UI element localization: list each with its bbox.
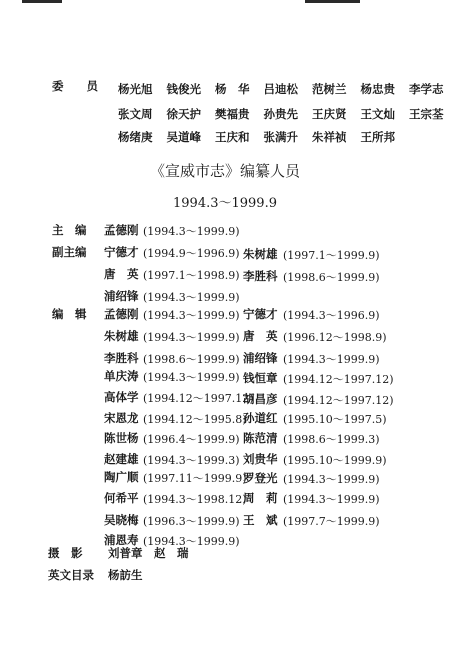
staff-name: 宁德才 — [243, 307, 278, 321]
photography-names: 刘普章 赵 瑞 — [108, 546, 189, 560]
staff-date-range: (1995.10～1999.9) — [283, 454, 387, 467]
staff-date-range: (1996.3～1999.9) — [143, 515, 240, 528]
staff-name: 钱恒章 — [243, 371, 278, 385]
committee-label: 委 员 — [52, 79, 98, 93]
committee-member: 王庆和 — [215, 130, 250, 144]
staff-name: 王 斌 — [243, 513, 278, 527]
photography-label: 摄 影 — [48, 546, 83, 560]
staff-date-range: (1994.12～1997.12) — [143, 392, 254, 405]
period-subtitle: 1994.3～1999.9 — [173, 196, 277, 211]
staff-name: 孟德刚 — [104, 223, 139, 237]
staff-date-range: (1997.1～1999.9) — [283, 249, 380, 262]
committee-member: 杨忠贵 — [360, 82, 395, 96]
staff-name: 单庆涛 — [104, 369, 139, 383]
committee-member: 樊福贵 — [215, 107, 250, 121]
staff-date-range: (1994.3～1999.9) — [283, 353, 380, 366]
staff-date-range: (1996.4～1999.9) — [143, 433, 240, 446]
staff-name: 胡昌彦 — [243, 392, 278, 406]
staff-date-range: (1998.6～1999.9) — [143, 353, 240, 366]
staff-date-range: (1994.3～1999.3) — [143, 454, 240, 467]
committee-member: 王文灿 — [360, 107, 395, 121]
staff-date-range: (1994.12～1995.8) — [143, 413, 247, 426]
staff-name: 陈范清 — [243, 431, 278, 445]
role-label: 副主编 — [52, 245, 87, 259]
committee-member: 李学志 — [409, 82, 444, 96]
staff-name: 孙道红 — [243, 411, 278, 425]
staff-name: 陈世杨 — [104, 431, 139, 445]
committee-member: 杨绪庚 — [118, 130, 153, 144]
staff-date-range: (1997.1～1998.9) — [143, 269, 240, 282]
staff-date-range: (1996.12～1998.9) — [283, 331, 387, 344]
staff-name: 宋恩龙 — [104, 411, 139, 425]
staff-name: 朱树雄 — [243, 247, 278, 261]
committee-member: 朱祥祯 — [312, 130, 347, 144]
committee-member: 杨 华 — [215, 82, 250, 96]
staff-name: 唐 英 — [104, 267, 139, 281]
staff-name: 刘贵华 — [243, 452, 278, 466]
committee-member: 王宗荃 — [409, 107, 444, 121]
staff-date-range: (1994.9～1996.9) — [143, 247, 240, 260]
staff-name: 孟德刚 — [104, 307, 139, 321]
staff-date-range: (1994.3～1999.9) — [143, 225, 240, 238]
staff-name: 陶广顺 — [104, 470, 139, 484]
scan-edge-mark — [22, 0, 62, 3]
staff-name: 浦绍锋 — [243, 351, 278, 365]
english-toc-label: 英文目录 — [48, 568, 94, 582]
staff-date-range: (1994.3～1999.9) — [283, 473, 380, 486]
scan-edge-mark — [305, 0, 360, 3]
staff-date-range: (1997.11～1999.9) — [143, 472, 247, 485]
staff-name: 浦恩寿 — [104, 533, 139, 547]
staff-date-range: (1994.3～1998.12) — [143, 493, 247, 506]
committee-member: 张文周 — [118, 107, 153, 121]
staff-date-range: (1998.6～1999.3) — [283, 433, 380, 446]
english-toc-names: 杨訪生 — [108, 568, 143, 582]
staff-name: 李胜科 — [243, 269, 278, 283]
staff-name: 朱树雄 — [104, 329, 139, 343]
staff-name: 高体学 — [104, 390, 139, 404]
committee-row-3 — [118, 126, 409, 145]
committee-member: 张满升 — [263, 130, 298, 144]
staff-name: 吴晓梅 — [104, 513, 139, 527]
committee-member: 孙贵先 — [263, 107, 298, 121]
staff-date-range: (1998.6～1999.9) — [283, 271, 380, 284]
role-label: 编 辑 — [52, 307, 87, 321]
staff-date-range: (1994.3～1999.9) — [143, 309, 240, 322]
staff-date-range: (1994.3～1999.9) — [143, 535, 240, 548]
staff-name: 李胜科 — [104, 351, 139, 365]
committee-member: 吕迪松 — [263, 82, 298, 96]
staff-date-range: (1994.12～1997.12) — [283, 373, 394, 386]
committee-member: 范树兰 — [312, 82, 347, 96]
staff-name: 周 莉 — [243, 491, 278, 505]
staff-name: 宁德才 — [104, 245, 139, 259]
committee-member: 徐天护 — [166, 107, 201, 121]
committee-row-2 — [118, 103, 444, 122]
staff-name: 赵建雄 — [104, 452, 139, 466]
staff-date-range: (1994.12～1997.12) — [283, 394, 394, 407]
role-label: 主 编 — [52, 223, 87, 237]
staff-date-range: (1994.3～1999.9) — [283, 493, 380, 506]
staff-date-range: (1994.3～1999.9) — [143, 331, 240, 344]
staff-date-range: (1994.3～1996.9) — [283, 309, 380, 322]
staff-date-range: (1997.7～1999.9) — [283, 515, 380, 528]
committee-member: 钱俊光 — [166, 82, 201, 96]
staff-name: 何希平 — [104, 491, 139, 505]
page-title: 《宣威市志》编纂人员 — [149, 162, 300, 180]
committee-member: 王庆贤 — [312, 107, 347, 121]
staff-date-range: (1995.10～1997.5) — [283, 413, 387, 426]
committee-member: 王所邦 — [360, 130, 395, 144]
staff-name: 浦绍锋 — [104, 289, 139, 303]
staff-name: 唐 英 — [243, 329, 278, 343]
committee-row-1 — [118, 78, 444, 97]
committee-member: 吴道峰 — [166, 130, 201, 144]
staff-date-range: (1994.3～1999.9) — [143, 291, 240, 304]
staff-name: 罗登光 — [243, 471, 278, 485]
staff-date-range: (1994.3～1999.9) — [143, 371, 240, 384]
committee-member: 杨光旭 — [118, 82, 153, 96]
